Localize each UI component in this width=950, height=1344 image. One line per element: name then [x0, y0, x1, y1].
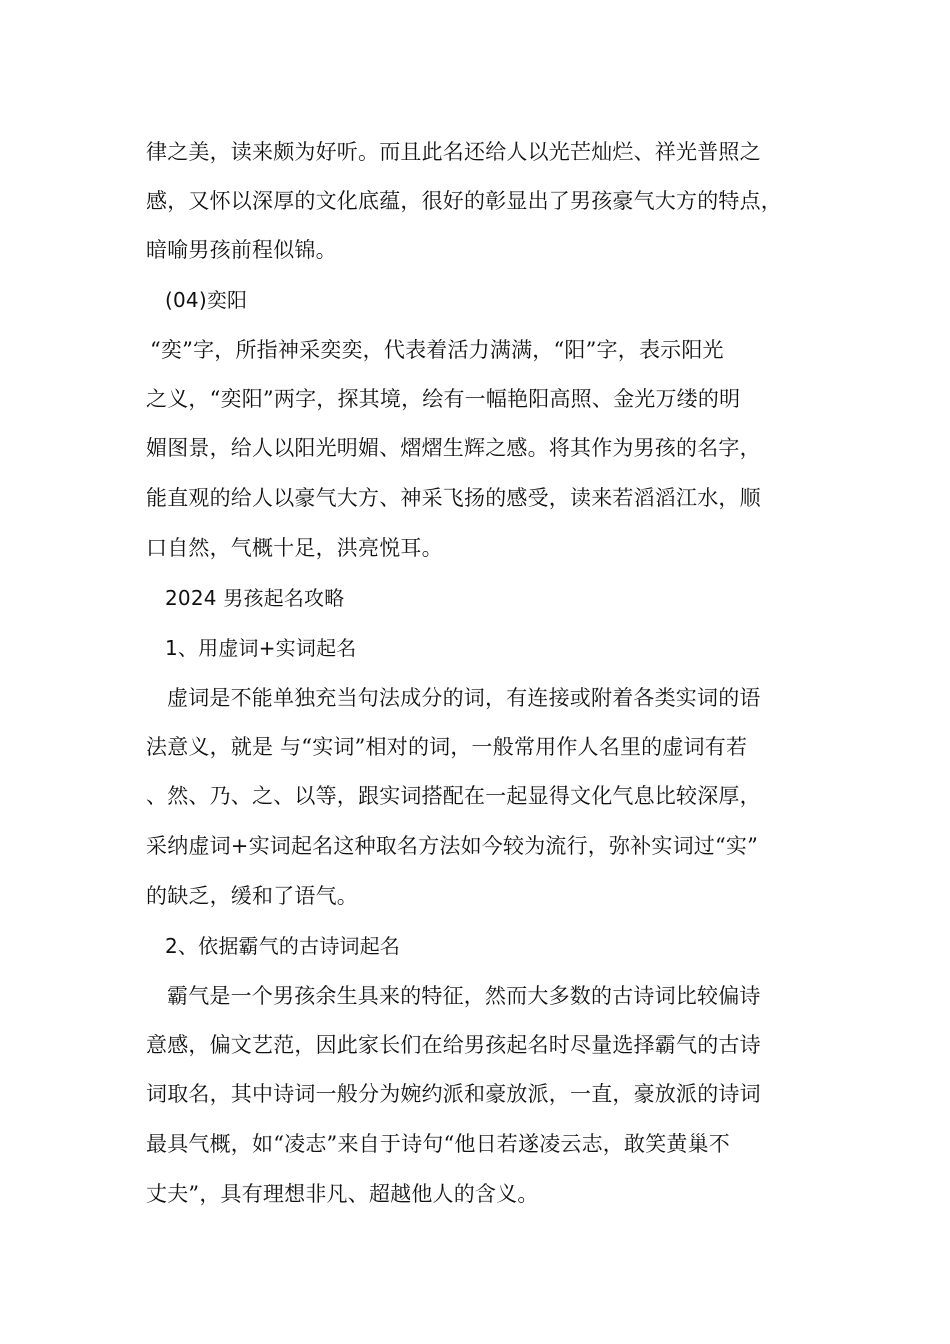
paragraph-line: 丈夫”，具有理想非凡、超越他人的含义。 — [146, 1182, 539, 1206]
paragraph-line: 的缺乏，缓和了语气。 — [146, 884, 358, 908]
paragraph-line: 霸气是一个男孩余生具来的特征，然而大多数的古诗词比较偏诗 — [167, 984, 761, 1008]
paragraph-line: 词取名，其中诗词一般分为婉约派和豪放派，一直，豪放派的诗词 — [146, 1082, 761, 1106]
paragraph-line: “奕”字，所指神采奕奕，代表着活力满满，“阳”字，表示阳光 — [150, 338, 724, 362]
paragraph-line: 律之美，读来颇为好听。而且此名还给人以光芒灿烂、祥光普照之 — [146, 140, 761, 164]
paragraph-line: 媚图景，给人以阳光明媚、熠熠生辉之感。将其作为男孩的名字， — [146, 436, 761, 460]
paragraph-line: 之义，“奕阳”两字，探其境，绘有一幅艳阳高照、金光万缕的明 — [146, 387, 741, 411]
paragraph-line: 采纳虚词+实词起名这种取名方法如今较为流行，弥补实词过“实” — [146, 834, 759, 858]
section-heading: 2024 男孩起名攻略 — [165, 586, 345, 610]
paragraph-line: 意感，偏文艺范，因此家长们在给男孩起名时尽量选择霸气的古诗 — [146, 1033, 761, 1057]
paragraph-line: 最具气概，如“凌志”来自于诗句“他日若遂凌云志，敢笑黄巢不 — [146, 1132, 731, 1156]
subsection-heading: 2、依据霸气的古诗词起名 — [165, 934, 401, 958]
subsection-heading: 1、用虚词+实词起名 — [165, 636, 357, 660]
section-heading: (04)奕阳 — [165, 288, 248, 312]
paragraph-line: 能直观的给人以豪气大方、神采飞扬的感受，读来若滔滔江水，顺 — [146, 486, 761, 510]
paragraph-line: 暗喻男孩前程似锦。 — [146, 238, 337, 262]
paragraph-line: 口自然，气概十足，洪亮悦耳。 — [146, 536, 443, 560]
paragraph-line: 虚词是不能单独充当句法成分的词，有连接或附着各类实词的语 — [167, 686, 761, 710]
paragraph-line: 、然、乃、之、以等，跟实词搭配在一起显得文化气息比较深厚， — [146, 784, 761, 808]
paragraph-line: 感，又怀以深厚的文化底蕴，很好的彰显出了男孩豪气大方的特点， — [146, 189, 782, 213]
paragraph-line: 法意义，就是 与“实词”相对的词，一般常用作人名里的虚词有若 — [146, 735, 748, 759]
